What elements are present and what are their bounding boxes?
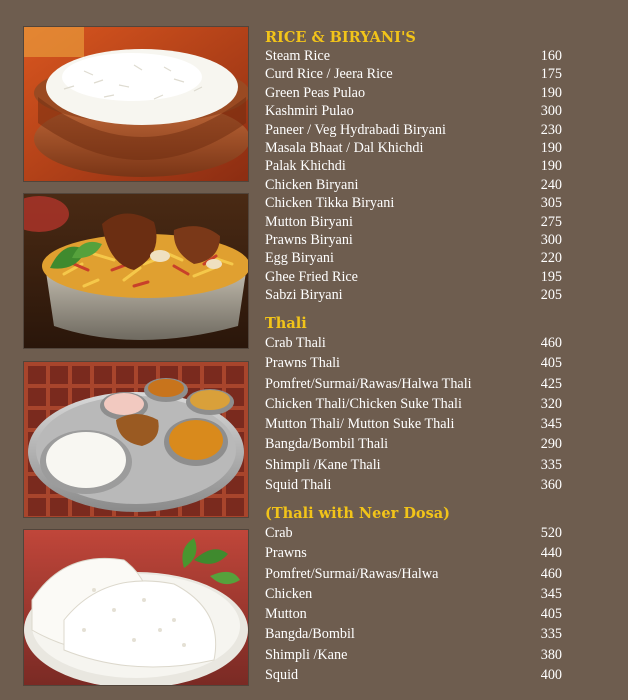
menu-item [265,102,565,120]
menu-item [265,665,565,685]
menu-item-name: Mutton Biryani [265,213,353,230]
menu-item-price: 335 [540,626,562,643]
menu-item-price: 400 [540,667,562,684]
section-title: (Thali with Neer Dosa) [265,505,450,522]
menu-item-name: Crab [265,525,293,541]
menu-item [265,523,565,543]
menu-item-name: Chicken Tikka Biryani [265,195,395,212]
menu-item [265,374,565,394]
steamed-rice-photo [24,27,248,181]
menu-item-price: 275 [540,213,562,230]
menu-item [265,268,565,286]
menu-item-price: 335 [540,456,562,473]
menu-item-price: 320 [540,395,562,412]
neer-dosa-thali-section [265,505,565,685]
menu-item-price: 440 [540,545,562,562]
menu-item-price: 290 [540,436,562,453]
menu-item [265,604,565,624]
menu-item [265,414,565,434]
menu-item-name: Curd Rice / Jeera Rice [265,66,393,83]
menu-item-price: 460 [540,565,562,582]
menu-item-name: Kashmiri Pulao [265,103,354,120]
menu-item-price: 380 [540,646,562,663]
menu-item-price: 360 [540,477,562,494]
menu-item-name: Bangda/Bombil [265,626,355,643]
seafood-thali-photo [24,362,248,517]
menu-item-price: 190 [540,158,562,175]
menu-item-name: Mutton [265,606,307,623]
menu-item-price: 160 [540,48,562,64]
menu-item-price: 300 [540,231,562,248]
menu-item [265,249,565,267]
menu-item-price: 190 [540,84,562,101]
menu-item-price: 230 [540,121,562,138]
item-list [265,47,565,304]
menu-item [265,564,565,584]
section-title: RICE & BIRYANI'S [265,29,416,46]
menu-item-name: Shimpli /Kane Thali [265,456,381,473]
menu-item-name: Squid Thali [265,477,332,494]
menu-item-price: 345 [540,585,562,602]
menu-item-name: Palak Khichdi [265,158,346,175]
item-list [265,333,565,495]
menu-item [265,353,565,373]
menu-item [265,475,565,495]
section-title: Thali [265,315,307,332]
menu-item [265,286,565,304]
menu-item [265,194,565,212]
menu-item-price: 405 [540,355,562,372]
menu-item-name: Egg Biryani [265,250,334,267]
menu-item-price: 300 [540,103,562,120]
menu-item-name: Mutton Thali/ Mutton Suke Thali [265,416,455,433]
menu-item-price: 345 [540,416,562,433]
menu-item-price: 175 [540,66,562,83]
menu-item-price: 220 [540,250,562,267]
menu-item-name: Paneer / Veg Hydrabadi Biryani [265,121,446,138]
menu-item-name: Green Peas Pulao [265,84,366,101]
menu-item [265,157,565,175]
menu-item-name: Pomfret/Surmai/Rawas/Halwa Thali [265,375,472,392]
item-list [265,523,565,685]
menu-item [265,213,565,231]
menu-item-name: Prawns [265,545,307,562]
menu-item [265,231,565,249]
menu-item [265,333,565,353]
menu-item-name: Ghee Fried Rice [265,268,358,285]
menu-item [265,645,565,665]
menu-item-name: Bangda/Bombil Thali [265,436,389,453]
menu-item-price: 460 [540,335,562,351]
menu-item [265,47,565,65]
menu-item-price: 425 [540,375,562,392]
menu-item-price: 305 [540,195,562,212]
menu-item-price: 240 [540,176,562,193]
menu-item-name: Chicken Biryani [265,176,359,193]
menu-item-name: Chicken Thali/Chicken Suke Thali [265,395,462,412]
menu-item [265,584,565,604]
menu-item-price: 405 [540,606,562,623]
mutton-biryani-photo [24,194,248,348]
menu-item-price: 205 [540,287,562,304]
menu-item [265,543,565,563]
menu-item [265,139,565,157]
menu-item [265,121,565,139]
rice-biryani-section [265,29,565,304]
menu-item [265,394,565,414]
thali-section [265,315,565,495]
menu-item-name: Chicken [265,585,313,602]
menu-item-name: Masala Bhaat / Dal Khichdi [265,139,424,156]
menu-item-name: Squid [265,667,299,684]
menu-item [265,65,565,83]
menu-item-name: Shimpli /Kane [265,646,348,663]
menu-item [265,455,565,475]
menu-item [265,434,565,454]
menu-item-price: 195 [540,268,562,285]
menu-item-name: Pomfret/Surmai/Rawas/Halwa [265,565,439,582]
menu-item-price: 190 [540,139,562,156]
menu-item [265,176,565,194]
menu-item [265,624,565,644]
menu-item-name: Sabzi Biryani [265,287,343,304]
menu-item-name: Prawns Biryani [265,231,353,248]
menu-item-name: Crab Thali [265,335,326,351]
menu-item [265,84,565,102]
neer-dosa-photo [24,530,248,685]
menu-item-price: 520 [540,525,562,541]
menu-item-name: Prawns Thali [265,355,341,372]
menu-item-name: Steam Rice [265,48,331,64]
